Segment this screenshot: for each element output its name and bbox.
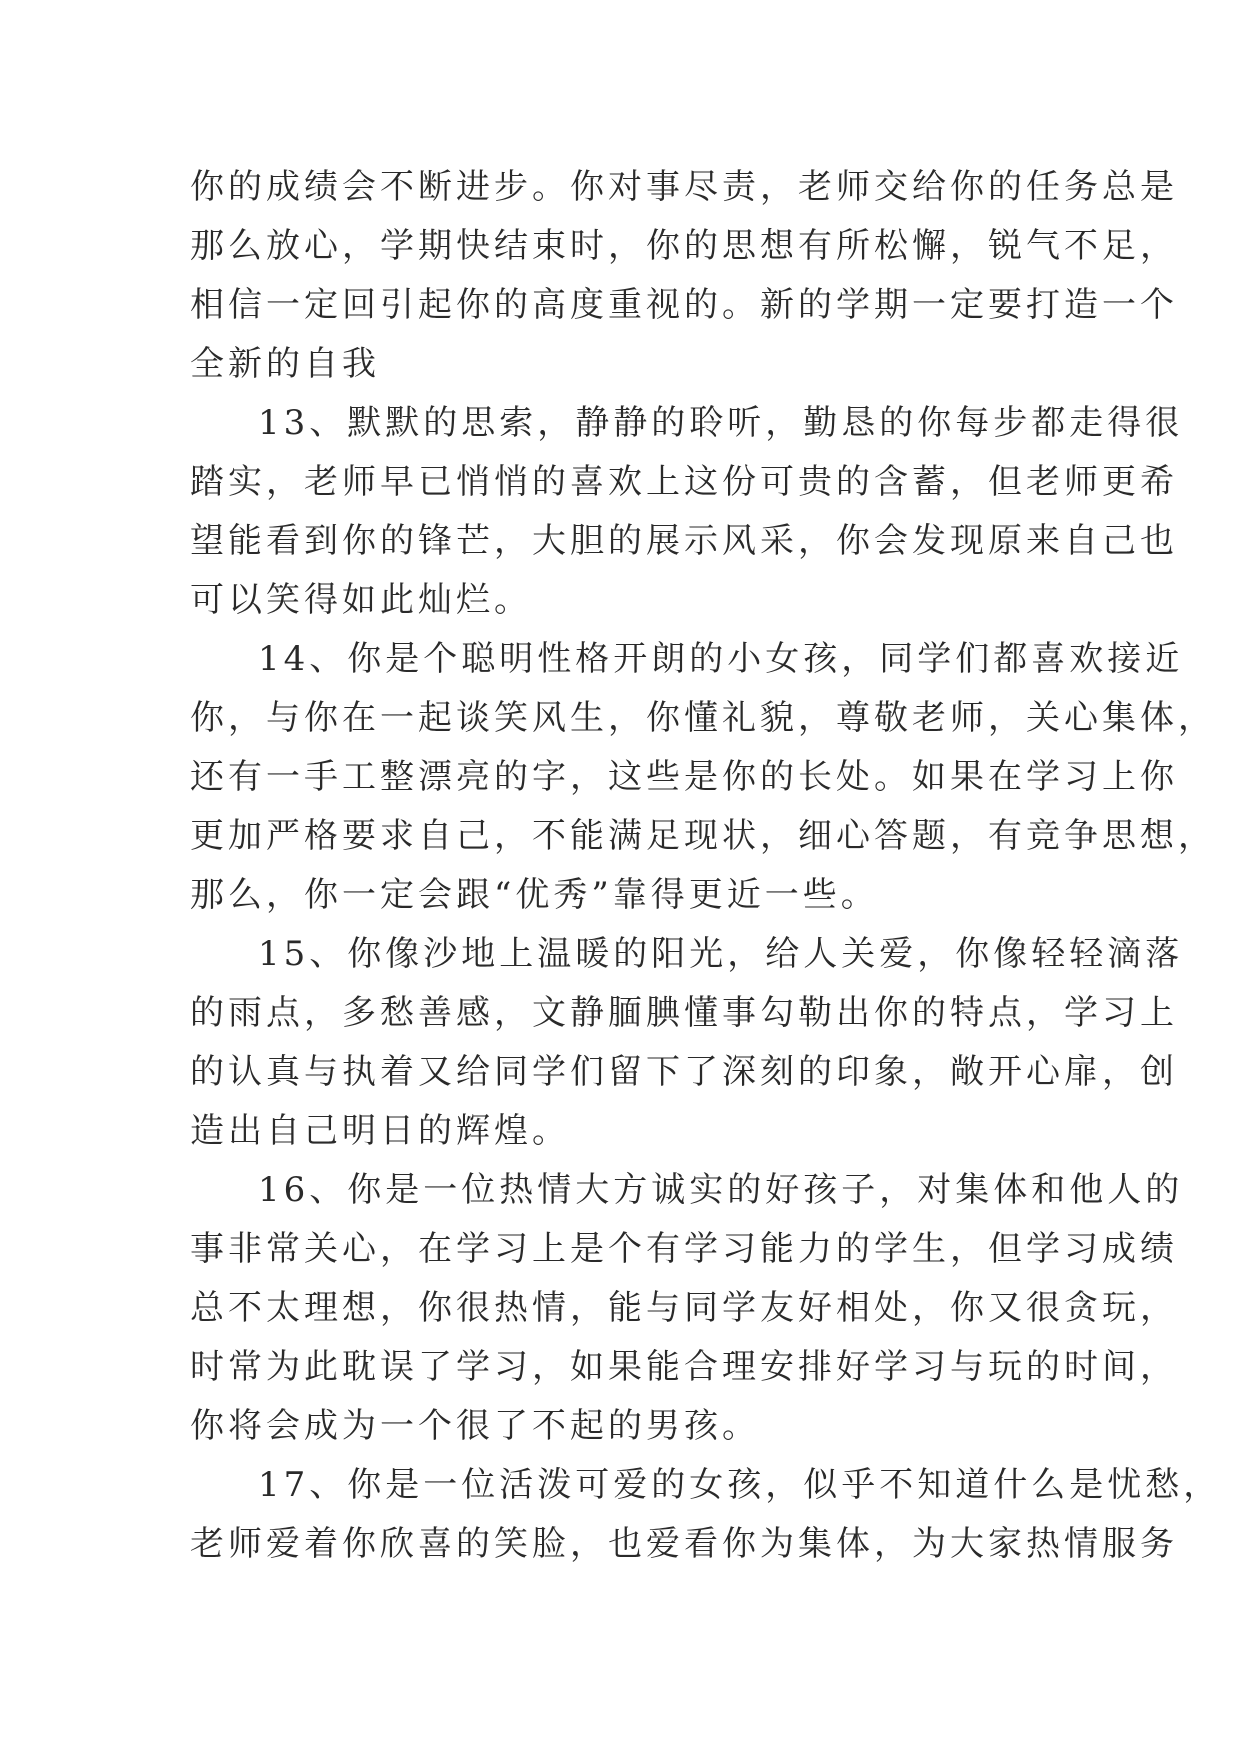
text-line: 相信一定回引起你的高度重视的。新的学期一定要打造一个 (190, 285, 1178, 325)
text-line: 的雨点，多愁善感，文静腼腆懂事勾勒出你的特点，学习上 (190, 993, 1178, 1033)
text-line: 事非常关心，在学习上是个有学习能力的学生，但学习成绩 (190, 1229, 1178, 1269)
paragraph-14-first-line: 14、你是个聪明性格开朗的小女孩，同学们都喜欢接近 (258, 639, 1184, 679)
text-line: 望能看到你的锋芒，大胆的展示风采，你会发现原来自己也 (190, 521, 1178, 561)
paragraph-13-first-line: 13、默默的思索，静静的聆听，勤恳的你每步都走得很 (258, 403, 1184, 443)
text-line: 造出自己明日的辉煌。 (190, 1111, 570, 1151)
text-line: 那么，你一定会跟“优秀”靠得更近一些。 (190, 875, 879, 915)
text-line: 你将会成为一个很了不起的男孩。 (190, 1406, 760, 1446)
document-body (190, 158, 1222, 1574)
text-line: 更加严格要求自己，不能满足现状，细心答题，有竞争思想， (190, 816, 1216, 856)
text-line: 那么放心，学期快结束时，你的思想有所松懈，锐气不足， (190, 226, 1178, 266)
text-line: 时常为此耽误了学习，如果能合理安排好学习与玩的时间， (190, 1347, 1178, 1387)
text-line: 全新的自我 (190, 344, 380, 384)
paragraph-17-first-line: 17、你是一位活泼可爱的女孩，似乎不知道什么是忧愁， (258, 1465, 1222, 1505)
text-line: 踏实，老师早已悄悄的喜欢上这份可贵的含蓄，但老师更希 (190, 462, 1178, 502)
text-line: 还有一手工整漂亮的字，这些是你的长处。如果在学习上你 (190, 757, 1178, 797)
text-line: 的认真与执着又给同学们留下了深刻的印象，敞开心扉，创 (190, 1052, 1178, 1092)
text-line: 总不太理想，你很热情，能与同学友好相处，你又很贪玩， (190, 1288, 1178, 1328)
text-line: 可以笑得如此灿烂。 (190, 580, 532, 620)
text-line: 你的成绩会不断进步。你对事尽责，老师交给你的任务总是 (190, 167, 1178, 207)
paragraph-16-first-line: 16、你是一位热情大方诚实的好孩子，对集体和他人的 (258, 1170, 1184, 1210)
text-line: 老师爱着你欣喜的笑脸，也爱看你为集体，为大家热情服务 (190, 1524, 1178, 1564)
text-line: 你，与你在一起谈笑风生，你懂礼貌，尊敬老师，关心集体， (190, 698, 1216, 738)
paragraph-15-first-line: 15、你像沙地上温暖的阳光，给人关爱，你像轻轻滴落 (258, 934, 1184, 974)
